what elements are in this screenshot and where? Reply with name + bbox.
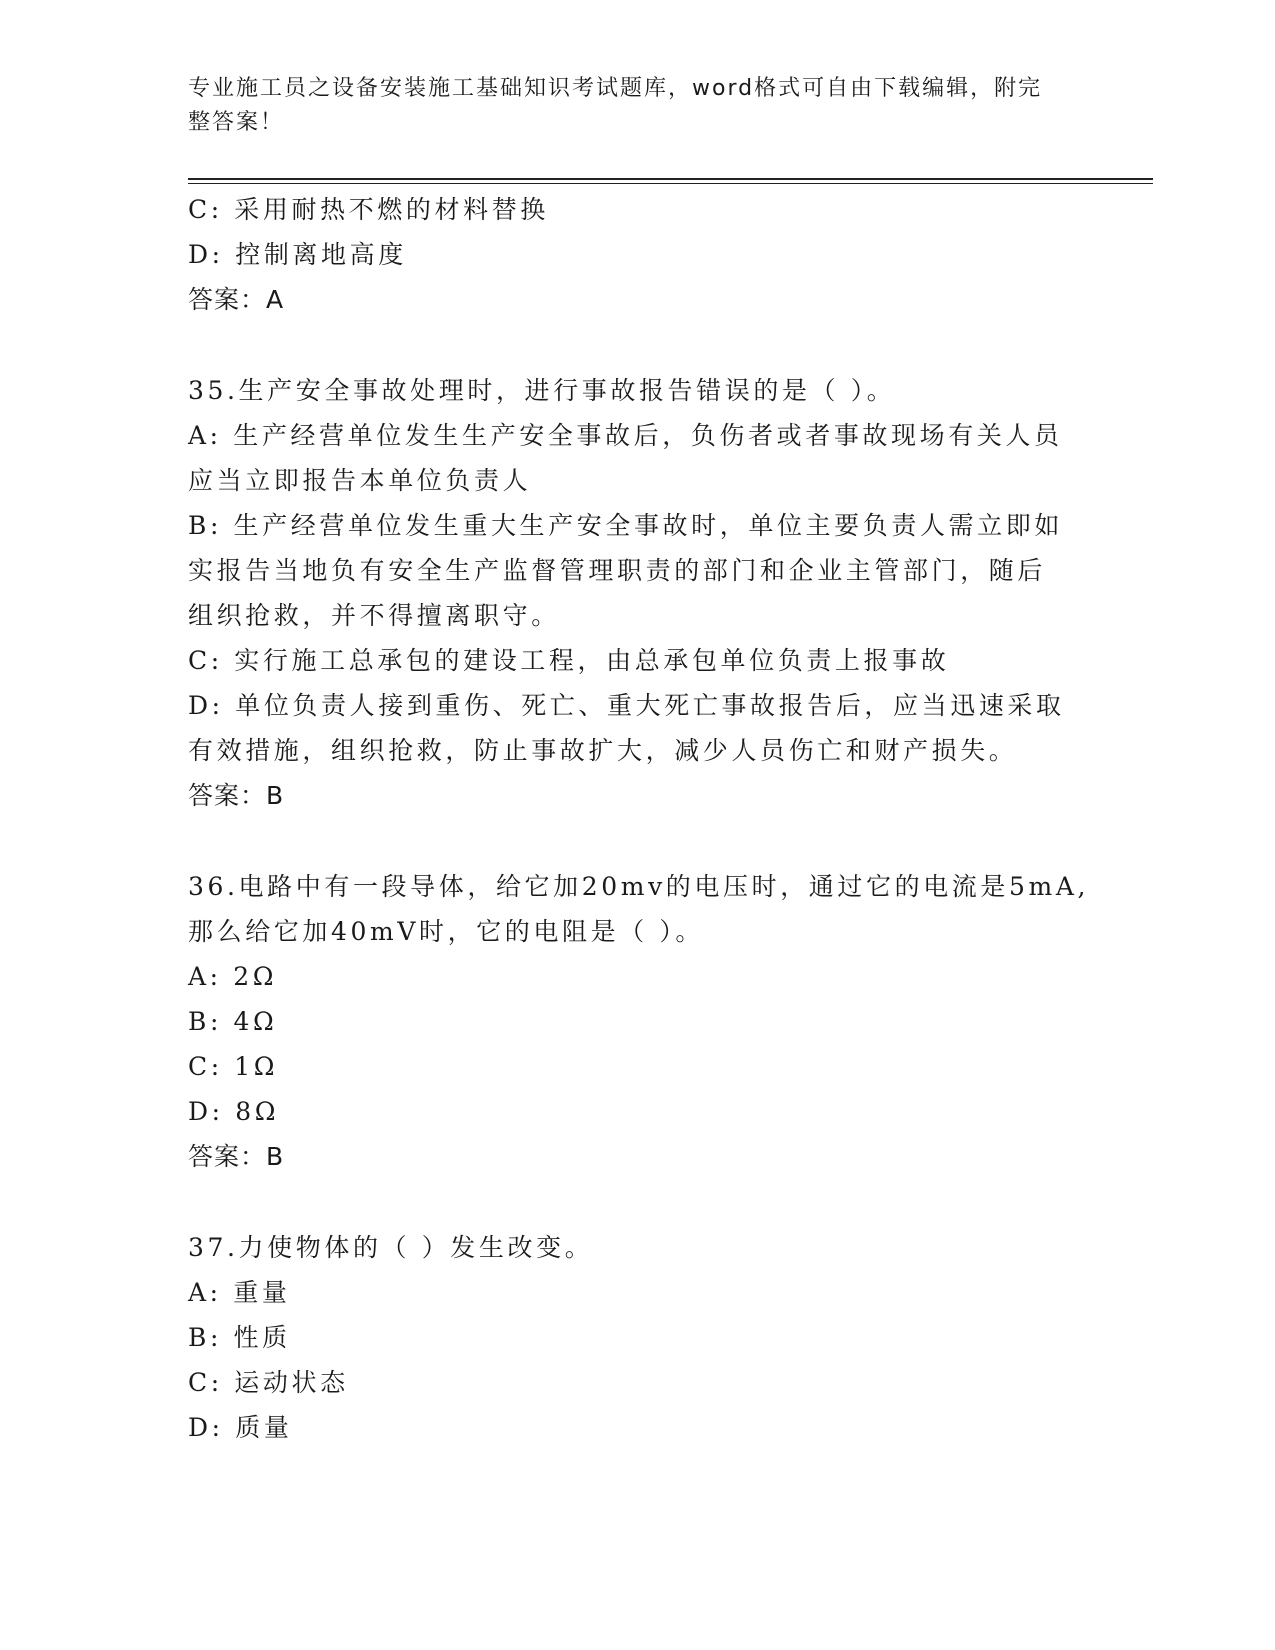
q37-option-a: A: 重量 <box>188 1278 291 1307</box>
q35-answer: 答案：B <box>188 781 285 810</box>
q35-option-d-line-2: 有效措施，组织抢救，防止事故扩大，减少人员伤亡和财产损失。 <box>188 736 1018 765</box>
spacer <box>188 1179 1088 1225</box>
q37-option-c: C: 运动状态 <box>188 1368 349 1397</box>
q35-option-b-line-1: B: 生产经营单位发生重大生产安全事故时，单位主要负责人需立即如 <box>188 511 1063 540</box>
q36-option-a: A: 2Ω <box>188 962 278 991</box>
q37-option-b: B: 性质 <box>188 1323 291 1352</box>
prev-answer: 答案：A <box>188 285 285 314</box>
q36-answer: 答案：B <box>188 1142 285 1171</box>
page-header <box>188 72 1068 140</box>
q36-option-d: D: 8Ω <box>188 1097 280 1126</box>
q35-option-a-line-2: 应当立即报告本单位负责人 <box>188 466 532 495</box>
q37-stem: 37.力使物体的（ ）发生改变。 <box>188 1233 594 1262</box>
q35-option-a-line-1: A: 生产经营单位发生生产安全事故后，负伤者或者事故现场有关人员 <box>188 421 1063 450</box>
q35-option-b-line-2: 实报告当地负有安全生产监督管理职责的部门和企业主管部门，随后 <box>188 556 1047 585</box>
q35-stem: 35.生产安全事故处理时，进行事故报告错误的是（ ）。 <box>188 376 896 405</box>
header-divider-thick <box>188 178 1153 180</box>
q35-option-d-line-1: D: 单位负责人接到重伤、死亡、重大死亡事故报告后，应当迅速采取 <box>188 691 1065 720</box>
header-line-2: 整答案！ <box>188 110 285 135</box>
header-line-1: 专业施工员之设备安装施工基础知识考试题库，word格式可自由下载编辑，附完 <box>188 76 1043 101</box>
prev-option-c: C: 采用耐热不燃的材料替换 <box>188 195 549 224</box>
header-divider-thin <box>188 183 1153 184</box>
q37-option-d: D: 质量 <box>188 1413 293 1442</box>
spacer <box>188 322 1088 368</box>
q36-option-b: B: 4Ω <box>188 1007 278 1036</box>
q36-stem-line-1: 36.电路中有一段导体，给它加20mv的电压时，通过它的电流是5mA, <box>188 872 1090 901</box>
q36-option-c: C: 1Ω <box>188 1052 279 1081</box>
question-list <box>188 187 1088 1450</box>
q36-stem-line-2: 那么给它加40mV时，它的电阻是（ ）。 <box>188 917 705 946</box>
q35-option-b-line-3: 组织抢救，并不得擅离职守。 <box>188 601 560 630</box>
q35-option-c: C: 实行施工总承包的建设工程，由总承包单位负责上报事故 <box>188 646 950 675</box>
prev-option-d: D: 控制离地高度 <box>188 240 407 269</box>
spacer <box>188 818 1088 864</box>
